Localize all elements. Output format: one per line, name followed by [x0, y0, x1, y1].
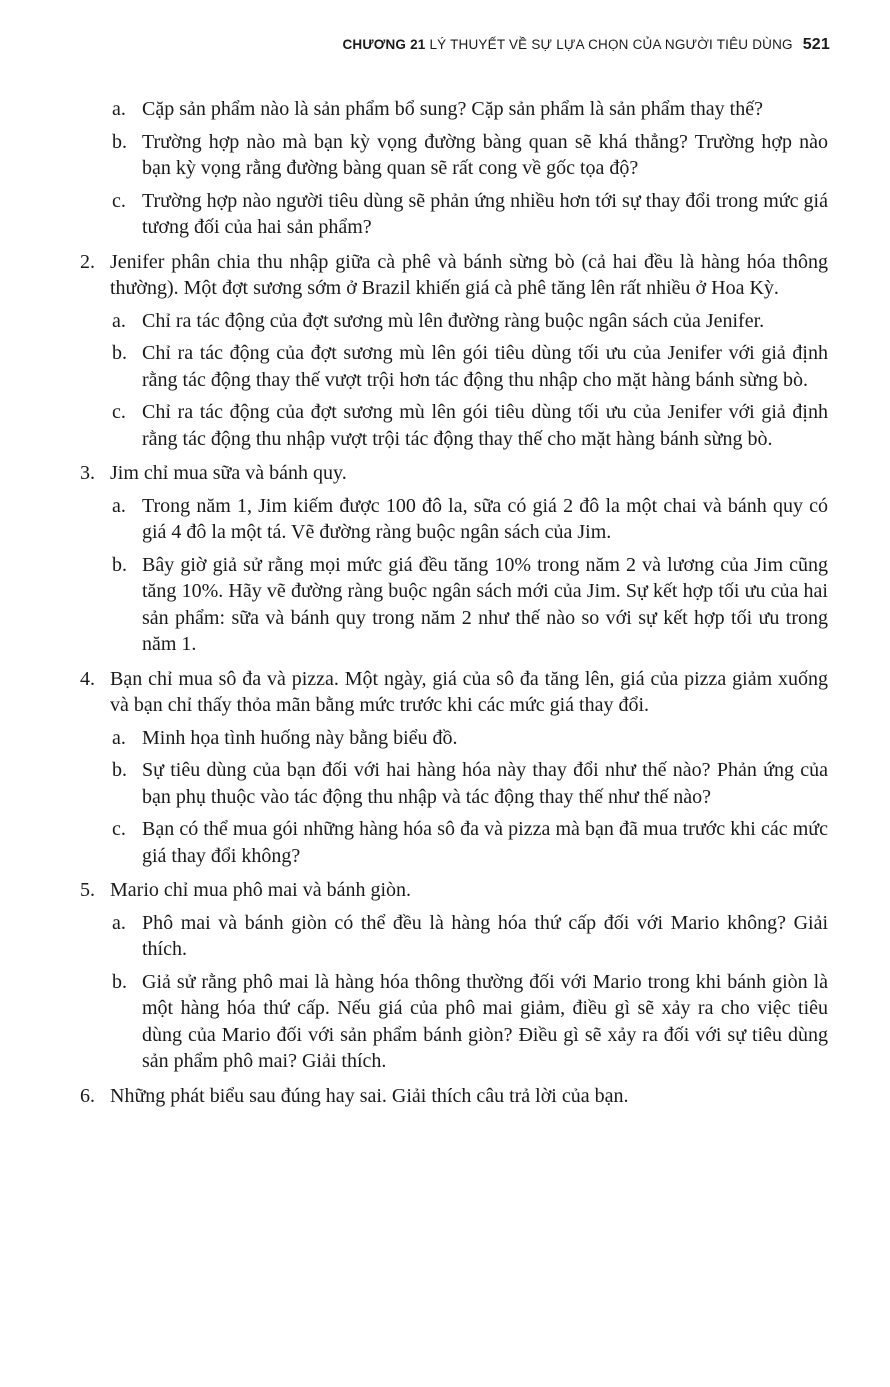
exercise-item — [80, 877, 828, 904]
exercise-subitem — [80, 188, 828, 241]
item-label: b. — [112, 553, 127, 576]
exercise-subitem — [80, 399, 828, 452]
item-label: a. — [112, 309, 126, 332]
item-label: 2. — [80, 250, 95, 273]
item-text: Chỉ ra tác động của đợt sương mù lên gói tiêu dùng tối ưu của Jenifer với giả định rằng tác động thu nhập vượt trội tác động thay thế cho mặt hàng bánh sừng bò. — [142, 401, 828, 450]
exercise-subitem — [80, 340, 828, 393]
item-text: Chỉ ra tác động của đợt sương mù lên gói tiêu dùng tối ưu của Jenifer với giả định rằng tác động thay thế vượt trội hơn tác động thu nhập cho mặt hàng bánh sừng bò. — [142, 342, 828, 391]
exercise-item — [80, 1083, 828, 1110]
item-text: Phô mai và bánh giòn có thể đều là hàng hóa thứ cấp đối với Mario không? Giải thích. — [142, 911, 828, 960]
item-text: Sự tiêu dùng của bạn đối với hai hàng hóa này thay đổi như thế nào? Phản ứng của bạn phụ thuộc vào tác động thu nhập và tác động thay thế như thế nào? — [142, 759, 828, 808]
exercise-subitem — [80, 969, 828, 1075]
item-text: Bây giờ giả sử rằng mọi mức giá đều tăng 10% trong năm 2 và lương của Jim cũng tăng 10%. Hãy vẽ đường ràng buộc ngân sách mới của Jim. Sự kết hợp tối ưu của hai sản phẩm: sữa và bánh quy trong năm 2 như thế nào so với sự kết hợp tối ưu trong năm 1. — [142, 553, 828, 655]
item-text: Chỉ ra tác động của đợt sương mù lên đường ràng buộc ngân sách của Jenifer. — [142, 309, 765, 332]
item-label: a. — [112, 726, 126, 749]
exercise-subitem — [80, 493, 828, 546]
item-text: Jenifer phân chia thu nhập giữa cà phê và bánh sừng bò (cả hai đều là hàng hóa thông thường). Một đợt sương sớm ở Brazil khiến giá cà phê tăng lên rất nhiều ở Hoa Kỳ. — [110, 250, 828, 299]
item-label: b. — [112, 342, 127, 364]
exercise-subitem — [80, 96, 828, 123]
exercise-subitem — [80, 308, 828, 335]
exercise-subitem — [80, 552, 828, 658]
item-label: 4. — [80, 667, 95, 690]
item-label: 5. — [80, 879, 95, 901]
exercise-subitem — [80, 910, 828, 963]
page-number: 521 — [802, 36, 830, 53]
item-text: Trường hợp nào người tiêu dùng sẽ phản ứng nhiều hơn tới sự thay đổi trong mức giá tương đối của hai sản phẩm? — [142, 189, 828, 238]
item-text: Trường hợp nào mà bạn kỳ vọng đường bàng quan sẽ khá thẳng? Trường hợp nào bạn kỳ vọng rằng đường bàng quan sẽ rất cong về gốc tọa độ? — [142, 130, 828, 179]
item-label: c. — [112, 189, 126, 212]
item-label: b. — [112, 970, 127, 993]
item-text: Cặp sản phẩm nào là sản phẩm bổ sung? Cặp sản phẩm là sản phẩm thay thế? — [142, 98, 763, 120]
item-label: 3. — [80, 462, 95, 484]
item-text: Jim chỉ mua sữa và bánh quy. — [110, 462, 347, 484]
item-label: b. — [112, 130, 127, 153]
item-text: Giả sử rằng phô mai là hàng hóa thông thường đối với Mario trong khi bánh giòn là một hàng hóa thứ cấp. Nếu giá của phô mai giảm, điều gì sẽ xảy ra cho việc tiêu dùng của Mario đối với sản phẩm bánh giòn? Điều gì sẽ xảy ra đối với sự tiêu dùng sản phẩm phô mai? Giải thích. — [142, 970, 828, 1072]
item-label: b. — [112, 759, 127, 781]
exercise-item — [80, 249, 828, 302]
item-label: a. — [112, 494, 126, 517]
item-label: 6. — [80, 1084, 95, 1107]
item-text: Mario chỉ mua phô mai và bánh giòn. — [110, 879, 412, 901]
item-text: Bạn chỉ mua sô đa và pizza. Một ngày, giá của sô đa tăng lên, giá của pizza giảm xuống và bạn chỉ thấy thỏa mãn bằng mức trước khi các mức giá thay đổi. — [110, 667, 828, 716]
item-label: a. — [112, 911, 126, 934]
exercise-subitem — [80, 757, 828, 810]
exercise-item — [80, 460, 828, 487]
running-header — [60, 36, 830, 54]
exercise-subitem — [80, 129, 828, 182]
item-text: Những phát biểu sau đúng hay sai. Giải thích câu trả lời của bạn. — [110, 1084, 629, 1107]
item-label: c. — [112, 818, 126, 840]
item-text: Bạn có thể mua gói những hàng hóa sô đa và pizza mà bạn đã mua trước khi các mức giá thay đổi không? — [142, 818, 828, 867]
exercise-subitem — [80, 816, 828, 869]
item-label: a. — [112, 98, 126, 120]
exercise-item — [80, 666, 828, 719]
item-text: Minh họa tình huống này bằng biểu đồ. — [142, 726, 458, 749]
chapter-number: CHƯƠNG 21 — [342, 37, 426, 52]
item-label: c. — [112, 401, 126, 423]
item-text: Trong năm 1, Jim kiếm được 100 đô la, sữa có giá 2 đô la một chai và bánh quy có giá 4 đô la một tá. Vẽ đường ràng buộc ngân sách của Jim. — [142, 494, 828, 543]
exercise-subitem — [80, 725, 828, 752]
chapter-title: LÝ THUYẾT VỀ SỰ LỰA CHỌN CỦA NGƯỜI TIÊU DÙNG — [429, 37, 793, 52]
exercise-list — [80, 90, 828, 1109]
